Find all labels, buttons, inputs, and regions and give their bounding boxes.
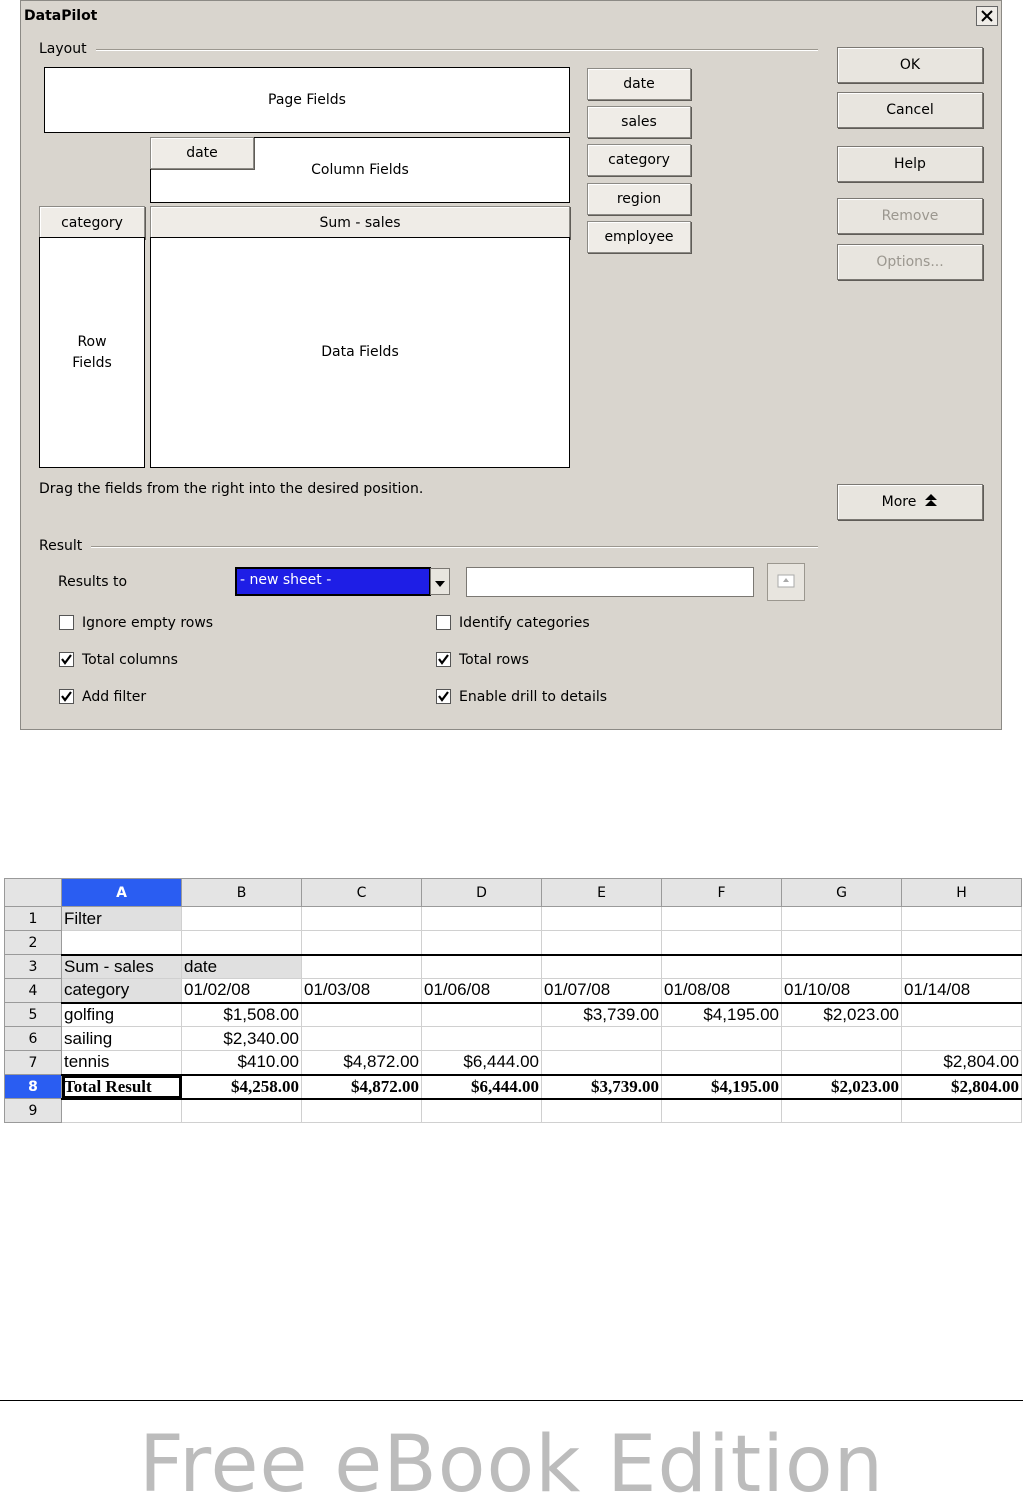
cell[interactable] [542, 931, 662, 955]
ignore-empty-rows-label: Ignore empty rows [82, 615, 214, 631]
checkmark-icon [438, 691, 449, 702]
shrink-icon [777, 573, 795, 592]
checkmark-icon [438, 654, 449, 665]
table-row [5, 1003, 1022, 1027]
field-button-date[interactable]: date [587, 68, 691, 100]
checkmark-icon [61, 654, 72, 665]
cell[interactable]: golfing [62, 1003, 182, 1027]
table-row [5, 931, 1022, 955]
table-row [5, 979, 1022, 1003]
cancel-button[interactable]: Cancel [837, 92, 983, 128]
datapilot-dialog [20, 0, 1002, 730]
row-header[interactable]: 4 [5, 979, 62, 1003]
results-to-label: Results to [58, 574, 128, 590]
cell[interactable]: sailing [62, 1027, 182, 1051]
cell[interactable] [182, 1099, 302, 1123]
total-columns-label: Total columns [82, 652, 178, 668]
cell[interactable] [662, 955, 782, 979]
column-header-b[interactable]: B [182, 879, 302, 907]
cell[interactable]: Filter [62, 907, 182, 931]
cell[interactable] [422, 1027, 542, 1051]
row-header[interactable]: 5 [5, 1003, 62, 1027]
table-row [5, 1027, 1022, 1051]
cell[interactable]: $6,444.00 [422, 1051, 542, 1075]
cell[interactable]: 01/07/08 [542, 979, 662, 1003]
cell[interactable] [542, 1099, 662, 1123]
table-row [5, 1099, 1022, 1123]
cell[interactable]: $3,739.00 [542, 1003, 662, 1027]
cell[interactable] [302, 1027, 422, 1051]
page-fields-label: Page Fields [268, 91, 346, 108]
results-to-select[interactable]: - new sheet - [235, 567, 431, 596]
field-button-sales[interactable]: sales [587, 106, 691, 138]
identify-categories-checkbox[interactable] [436, 615, 451, 630]
cell[interactable]: $4,195.00 [662, 1075, 782, 1099]
remove-button[interactable]: Remove [837, 198, 983, 234]
close-icon [981, 10, 993, 22]
cell[interactable] [782, 1099, 902, 1123]
cell[interactable]: $4,258.00 [182, 1075, 302, 1099]
cell[interactable] [62, 931, 182, 955]
row-fields-label-line2: Fields [72, 354, 112, 371]
column-header-a[interactable]: A [62, 879, 182, 907]
cell[interactable]: 01/08/08 [662, 979, 782, 1003]
cell[interactable] [182, 907, 302, 931]
spreadsheet-grid [4, 878, 1023, 1136]
cell[interactable] [302, 1003, 422, 1027]
close-button[interactable] [976, 6, 998, 26]
dialog-title: DataPilot [24, 8, 98, 24]
cell[interactable]: tennis [62, 1051, 182, 1075]
cell[interactable] [782, 931, 902, 955]
enable-drill-label: Enable drill to details [459, 689, 608, 705]
cell[interactable] [62, 1099, 182, 1123]
footer-divider [0, 1400, 1023, 1401]
row-fields-label-line1: Row [77, 333, 107, 350]
data-fields-label: Data Fields [321, 344, 399, 360]
results-to-input[interactable] [466, 567, 754, 597]
data-fields-area[interactable] [150, 237, 570, 468]
cell[interactable] [902, 931, 1022, 955]
cell[interactable]: $410.00 [182, 1051, 302, 1075]
row-fields-area[interactable] [39, 237, 145, 468]
cell[interactable] [422, 931, 542, 955]
double-chevron-up-icon [924, 493, 938, 511]
column-header-h[interactable]: H [902, 879, 1022, 907]
table-row [5, 955, 1022, 979]
row-header[interactable]: 7 [5, 1051, 62, 1075]
title-bar [21, 1, 1001, 31]
drag-hint: Drag the fields from the right into the desired position. [39, 481, 424, 497]
cell[interactable] [662, 1027, 782, 1051]
field-button-employee[interactable]: employee [587, 221, 691, 253]
cell[interactable] [662, 1051, 782, 1075]
cell[interactable]: 01/03/08 [302, 979, 422, 1003]
checkmark-icon [61, 691, 72, 702]
chevron-down-icon [435, 572, 445, 591]
cell[interactable]: 01/10/08 [782, 979, 902, 1003]
results-to-dropdown-button[interactable] [430, 568, 450, 595]
cell[interactable]: 01/02/08 [182, 979, 302, 1003]
shrink-button[interactable] [767, 563, 805, 601]
cell[interactable] [542, 1051, 662, 1075]
help-button[interactable]: Help [837, 146, 983, 182]
add-filter-checkbox[interactable] [59, 689, 74, 704]
cell[interactable]: $6,444.00 [422, 1075, 542, 1099]
cell[interactable]: $2,804.00 [902, 1075, 1022, 1099]
column-header-f[interactable]: F [662, 879, 782, 907]
row-header[interactable]: 3 [5, 955, 62, 979]
cell[interactable]: $4,872.00 [302, 1051, 422, 1075]
cell[interactable] [542, 955, 662, 979]
cell[interactable] [782, 955, 902, 979]
cell[interactable] [662, 907, 782, 931]
result-separator [91, 546, 818, 548]
cell[interactable] [542, 1027, 662, 1051]
cell[interactable] [542, 907, 662, 931]
cell[interactable]: category [62, 979, 182, 1003]
total-rows-label: Total rows [459, 652, 529, 668]
cell[interactable] [902, 1027, 1022, 1051]
table-row [5, 907, 1022, 931]
field-button-region[interactable]: region [587, 183, 691, 215]
cell[interactable] [302, 955, 422, 979]
cell[interactable] [422, 907, 542, 931]
cell[interactable]: $2,340.00 [182, 1027, 302, 1051]
cell[interactable]: $3,739.00 [542, 1075, 662, 1099]
ignore-empty-rows-checkbox[interactable] [59, 615, 74, 630]
select-all-corner[interactable] [5, 879, 62, 907]
cell[interactable]: 01/14/08 [902, 979, 1022, 1003]
cell[interactable] [302, 1099, 422, 1123]
cell[interactable] [782, 1027, 902, 1051]
footer-watermark: Free eBook Edition [138, 1420, 885, 1510]
cell[interactable]: 01/06/08 [422, 979, 542, 1003]
column-header-c[interactable]: C [302, 879, 422, 907]
column-header-d[interactable]: D [422, 879, 542, 907]
enable-drill-checkbox[interactable] [436, 689, 451, 704]
ok-button[interactable]: OK [837, 47, 983, 83]
cell[interactable]: date [182, 955, 302, 979]
active-cell[interactable]: Total Result [62, 1075, 182, 1099]
cell[interactable] [182, 931, 302, 955]
row-header[interactable]: 8 [5, 1075, 62, 1099]
total-columns-checkbox[interactable] [59, 652, 74, 667]
cell[interactable] [302, 931, 422, 955]
layout-group-label: Layout [39, 41, 91, 57]
total-rows-checkbox[interactable] [436, 652, 451, 667]
table-row [5, 1075, 1022, 1099]
options-button[interactable]: Options... [837, 244, 983, 280]
more-button[interactable] [837, 484, 983, 520]
add-filter-label: Add filter [82, 689, 147, 705]
cell[interactable] [662, 1099, 782, 1123]
layout-separator [96, 49, 818, 51]
data-field-sum-sales[interactable]: Sum - sales [150, 206, 570, 239]
cell[interactable]: $2,804.00 [902, 1051, 1022, 1075]
cell[interactable] [302, 907, 422, 931]
cell[interactable]: $4,872.00 [302, 1075, 422, 1099]
cell[interactable]: $4,195.00 [662, 1003, 782, 1027]
cell[interactable] [902, 1003, 1022, 1027]
column-header-g[interactable]: G [782, 879, 902, 907]
page-fields-area[interactable] [44, 67, 570, 133]
identify-categories-label: Identify categories [459, 615, 590, 631]
cell[interactable] [782, 907, 902, 931]
cell[interactable] [782, 1051, 902, 1075]
cell[interactable] [902, 907, 1022, 931]
cell[interactable] [902, 955, 1022, 979]
column-field-date[interactable]: date [150, 137, 254, 169]
row-header[interactable]: 9 [5, 1099, 62, 1123]
cell[interactable] [422, 1099, 542, 1123]
cell[interactable] [902, 1099, 1022, 1123]
cell[interactable]: $2,023.00 [782, 1075, 902, 1099]
table-row [5, 1051, 1022, 1075]
row-header[interactable]: 6 [5, 1027, 62, 1051]
row-field-category[interactable]: category [39, 206, 145, 239]
result-group-label: Result [39, 538, 86, 554]
cell[interactable] [422, 955, 542, 979]
column-fields-label: Column Fields [311, 161, 409, 178]
cell[interactable] [422, 1003, 542, 1027]
field-button-category[interactable]: category [587, 144, 691, 176]
column-header-e[interactable]: E [542, 879, 662, 907]
row-header[interactable]: 1 [5, 907, 62, 931]
cell[interactable]: $2,023.00 [782, 1003, 902, 1027]
row-header[interactable]: 2 [5, 931, 62, 955]
cell[interactable] [662, 931, 782, 955]
more-button-label: More [881, 494, 917, 510]
cell[interactable]: Sum - sales [62, 955, 182, 979]
cell[interactable]: $1,508.00 [182, 1003, 302, 1027]
